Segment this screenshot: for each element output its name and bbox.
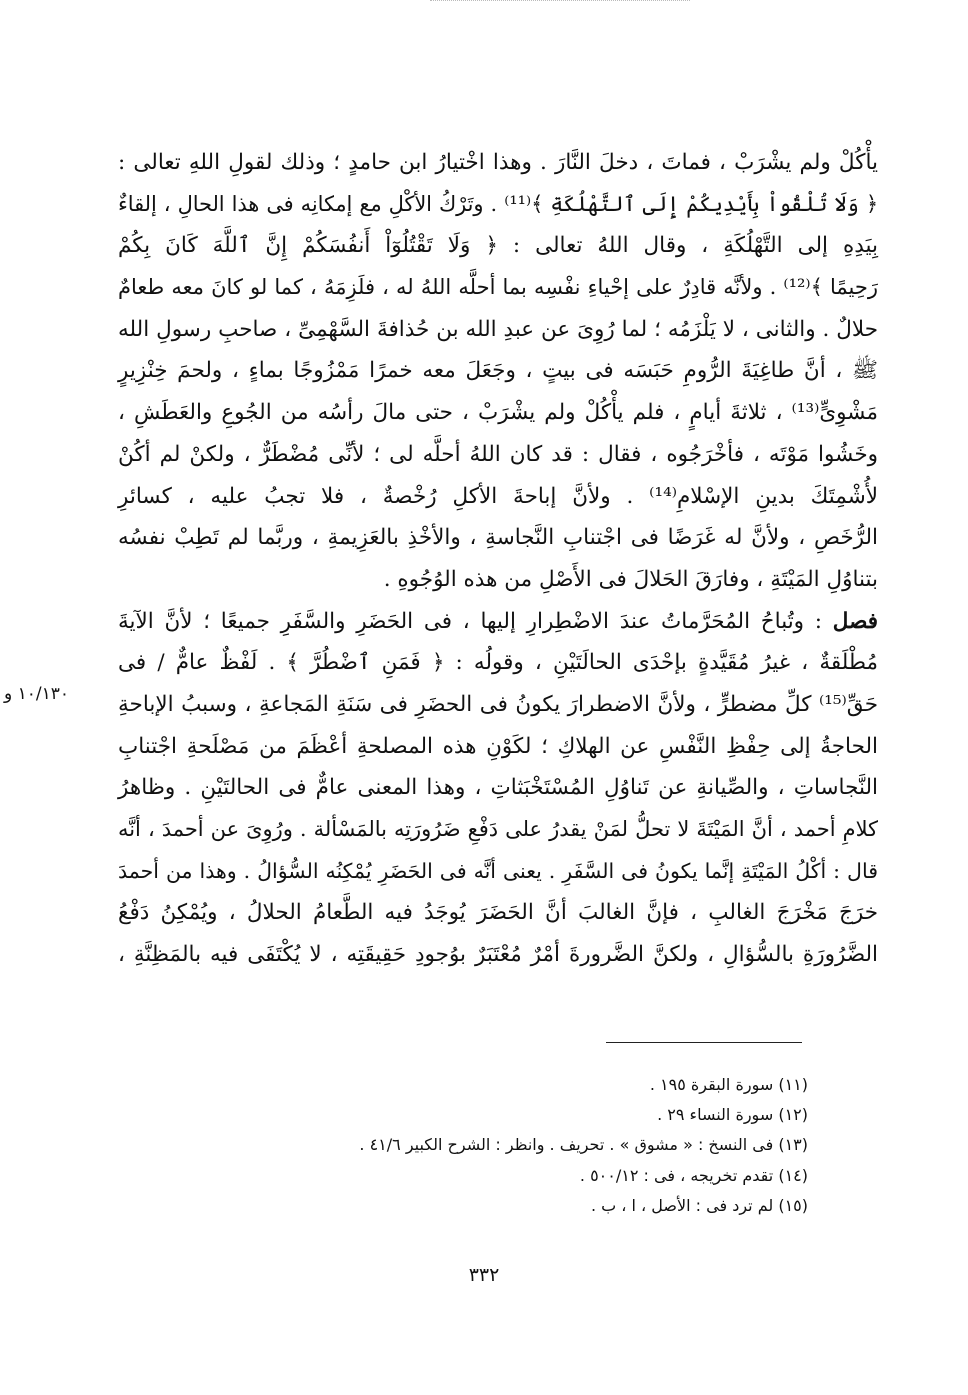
text-line: النَّجاساتِ ، والصِّيانةِ عن تَناوُلِ المُسْتَخْبَثاتِ ، وهذا المعنى عامٌّ فى الحالتَيْنِ . وظاهرُ	[118, 775, 878, 801]
text-line: الضَّرُورَةِ بالسُّؤالِ ، ولكنَّ الضَّرورةَ أمْرٌ مُعْتَبَرٌ بوُجودِ حَقِيقَتِه ، لا يُكْتَفَى فيه بالمَظِنَّةِ ،	[118, 942, 878, 968]
text-line: خرَجَ مَخْرَجَ الغالبِ ، فإنَّ الغالبَ أنَّ الحَضَرَ يُوجَدُ فيه الطَّعامُ الحلالُ ، ويُمْكِنُ دَفْعُ	[118, 900, 878, 926]
text-line: ﷺ ، أنَّ طاغِيَةَ الرُّومِ حَبَسَه فى بيتٍ ، وجَعَلَ معه خمرًا مَمْزُوجًا بماءٍ ، ولحمَ خِنْزِيرٍ	[118, 358, 878, 384]
text-line: وخَشُوا مَوْتَه ، فأخْرَجُوه ، فقال : قد كان اللهُ أحلَّه لى ؛ لأنِّى مُضْطَرٌّ ، ولكنْ لم أكُنْ	[118, 441, 878, 467]
fasl-text: : وتُباحُ المُحَرَّماتُ عندَ الاضْطِرارِ إليها ، فى الحَضَرِ والسَّفَرِ جميعًا ؛ لأنَّ الآيةَ	[118, 608, 823, 634]
fasl-first-line	[118, 601, 878, 643]
text-line: رَحِيمًا ﴾⁽¹²⁾ . ولأنَّه قادِرٌ على إحْياءِ نفْسِه بما أحلَّه اللهُ له ، فلَزِمَهُ ، كما لو كانَ معه طعامٌ	[118, 275, 878, 300]
text-line: بتناوُلِ المَيْتَةِ ، وفارَقَ الحَلالَ فى الأَصْلِ من هذه الوُجُوهِ .	[383, 566, 878, 592]
footnote: (١٢) سورة النساء ٢٩ .	[657, 1105, 808, 1125]
footnotes	[359, 1070, 808, 1221]
fasl-heading: فصل	[832, 608, 878, 634]
footnote: (١٤) تقدم تخريجه ، فى : ٥٠٠/١٢ .	[579, 1165, 808, 1185]
footnote: (١١) سورة البقرة ١٩٥ .	[649, 1075, 808, 1094]
footnote-separator	[606, 1042, 802, 1043]
text-line: الحاجةُ إلى حِفْظِ النَّفْسِ عن الهلاكِ ؛ لكَوْنِ هذه المصلحةِ أعْظَمَ من مَصْلَحةِ اجْتنابِ	[118, 733, 878, 759]
footnote: (١٣) فى النسخ : « مشوق » . تحريف . وانظر : الشرح الكبير ٤١/٦ .	[359, 1135, 808, 1155]
text-line: مَشْوِىٍّ⁽¹³⁾ ، ثلاثةَ أيامٍ ، فلم يأْكُلْ ولم يشْرَبْ ، حتى مالَ رأسُه من الجُوعِ والعَطَشِ ،	[118, 400, 878, 426]
text-line: الرُّخَصِ ، ولأنَّ له غَرَضًا فى اجْتنابِ النَّجاسةِ ، والأخْذِ بالعَزِيمةِ ، وربَّما لم تَطِبْ نفسُه	[118, 525, 878, 551]
text-line: حَقِّ⁽¹⁵⁾ كلِّ مضطرٍّ ، ولأنَّ الاضطرارَ يكونُ فى الحضَرِ فى سَنَةِ المَجاعةِ ، وسببُ الإباحةِ	[118, 691, 878, 717]
text-line: بِيَدِهِ إلى التَّهْلُكَةِ ، وقال اللهُ تعالى : ﴿ وَلَا تَقْتُلُوٓاْ أَنفُسَكُمْ إِنَّ ٱللَّهَ كَانَ بِكُمْ	[118, 233, 878, 259]
text-line: حلالٌ . والثانى ، لا يَلْزَمُه ؛ لما رُوِىَ عن عبدِ الله بن حُذافةَ السَّهْمِىِّ ، صاحبِ رسولِ الله	[118, 316, 878, 342]
page-number: ٣٣٢	[468, 1264, 500, 1286]
text-line: يأْكُلْ ولم يشْرَبْ ، فماتَ ، دخلَ النَّارَ . وهذا اخْتيارُ ابن حامدٍ ؛ وذلك لقولِ اللهِ تعالى :	[118, 150, 878, 175]
text-line: ﴿ وَلَا تُلْقُواْ بِأَيْدِيكُمْ إِلَى ٱلتَّهْلُكَةِ ﴾⁽¹¹⁾ . وتَرْكُ الأكْلِ مع إمكانِه فى هذا الحالِ ، إلقاءٌ	[118, 191, 878, 216]
text-line: مُطْلَقةٌ ، غيرُ مُقَيَّدةٍ بإحْدَى الحالَتَيْنِ ، وقولُه : ﴿ فَمَنِ ٱضْطُرَّ ﴾ . لَفْظٌ عامٌّ / فى	[118, 650, 878, 676]
text-line: لأُشْمِتَكَ بدينِ الإسْلامِ⁽¹⁴⁾ . ولأنَّ إباحةَ الأكلِ رُخْصةٌ ، فلا تجبُ عليه ، كسائرِ	[118, 483, 878, 509]
margin-note: ١٠/١٣٠ و	[4, 684, 70, 704]
main-text	[118, 142, 878, 976]
scan-edge-mark	[430, 0, 690, 4]
text-line: كلامِ أحمد ، أنَّ المَيْتَةَ لا تحلُّ لمَنْ يقدرُ على دَفْعِ ضَرُورَتِه بالمَسْألة . ورُوِىَ عن أحمدَ ، أنَّه	[118, 817, 878, 841]
text-line: قال : أكْلُ المَيْتَةِ إنَّما يكونُ فى السَّفَرِ . يعنى أنَّه فى الحَضَرِ يُمْكِنُه السُّؤالُ . وهذا من أحمدَ	[118, 858, 878, 883]
footnote: (١٥) لم ترد فى : الأصل ، ا ، ب .	[590, 1195, 808, 1215]
